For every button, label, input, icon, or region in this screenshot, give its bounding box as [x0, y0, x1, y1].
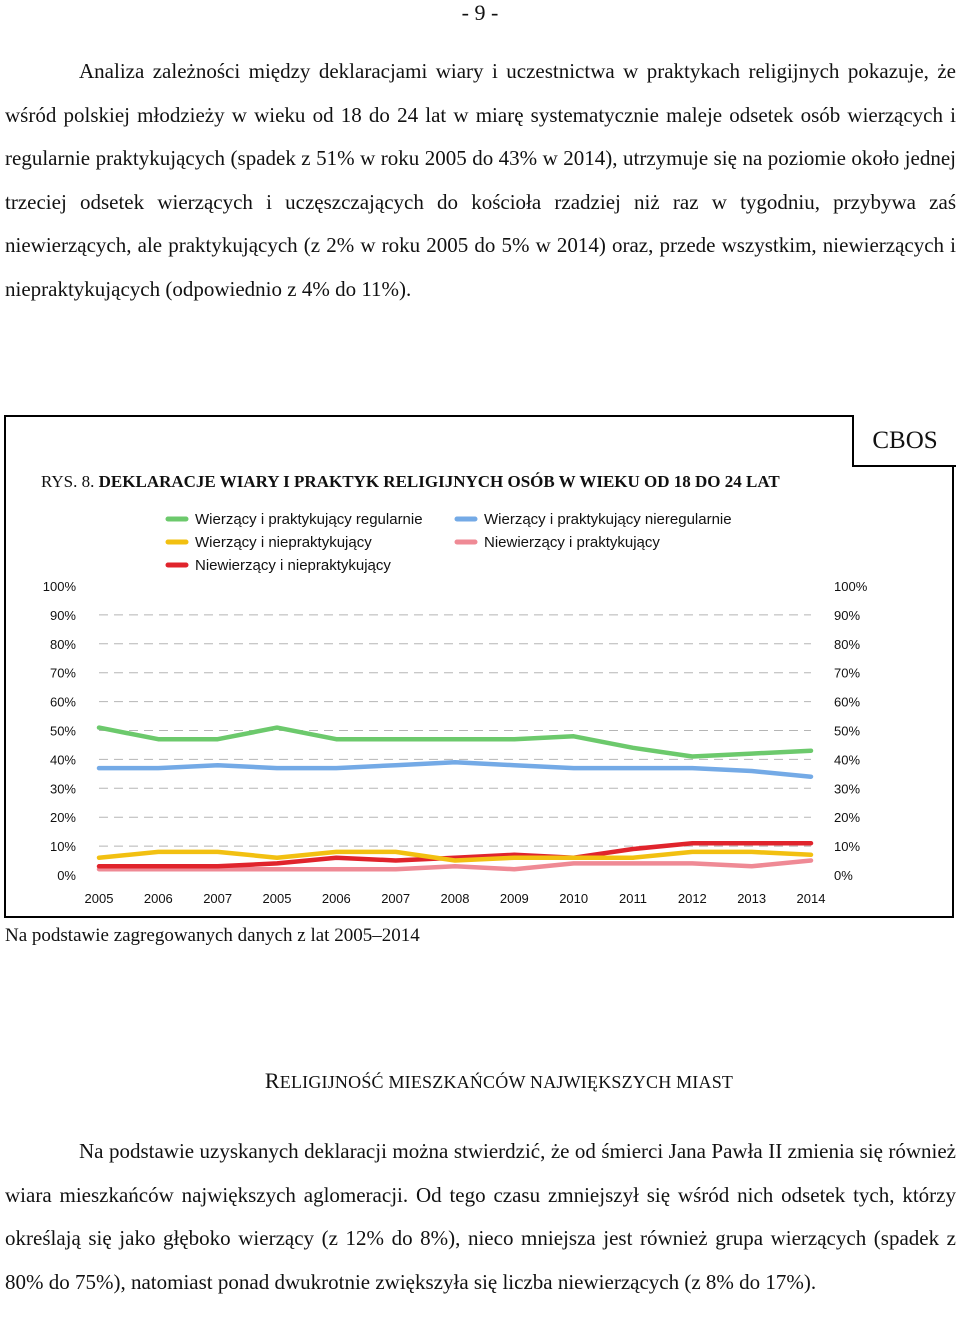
- legend-label: Wierzący i niepraktykujący: [195, 534, 372, 551]
- chart-title-text: DEKLARACJE WIARY I PRAKTYK RELIGIJNYCH OSÓB W WIEKU OD 18 DO 24 LAT: [98, 472, 780, 491]
- y-tick-label-left: 80%: [49, 636, 76, 652]
- paragraph-intro-text: Analiza zależności między deklaracjami wiary i uczestnictwa w praktykach religijnych pokazuje, że wśród polskiej młodzieży w wieku od 18 do 24 lat w miarę systematycznie maleje odsetek osób wierzących i regularnie praktykujących (spadek z 51% w roku 2005 do 43% w 2014), utrzymuje się na poziomie około jednej trzeciej odsetek wierzących i uczęszczających do kościoła rzadziej niż raz w tygodniu, przybywa zaś niewierzących, ale praktykujących (z 2% w roku 2005 do 5% w 2014) oraz, przede wszystkim, niewierzących i niepraktykujących (odpowiednio z 4% do 11%).: [5, 59, 956, 301]
- x-tick-label: 2007: [203, 891, 233, 906]
- section-heading: [0, 1068, 960, 1094]
- chart-source-label: CBOS: [852, 415, 956, 467]
- x-tick-label: 2006: [321, 891, 351, 906]
- legend-label: Wierzący i praktykujący nieregularnie: [484, 511, 732, 528]
- y-tick-label-left: 70%: [49, 665, 76, 681]
- chart-source-note: Na podstawie zagregowanych danych z lat 2005–2014: [5, 925, 420, 946]
- y-tick-label-right: 70%: [834, 665, 861, 681]
- y-tick-label-left: 0%: [57, 868, 76, 883]
- x-tick-label: 2005: [262, 891, 292, 906]
- paragraph-cities-text: Na podstawie uzyskanych deklaracji można stwierdzić, że od śmierci Jana Pawła II zmienia się również wiara mieszkańców największych aglomeracji. Od tego czasu zmniejszył się wśród nich odsetek tych, którzy określają się jako głęboko wierzący (z 12% do 8%), nieco mniejsza jest również grupa wierzących (spadek z 80% do 75%), natomiast ponad dwukrotnie zwiększyła się liczba niewierzących (z 8% do 17%).: [5, 1139, 956, 1294]
- section-heading-initial: R: [264, 1068, 280, 1093]
- page-number: - 9 -: [461, 0, 499, 25]
- y-tick-label-left: 100%: [42, 579, 76, 594]
- legend-label: Wierzący i praktykujący regularnie: [195, 511, 423, 528]
- paragraph-cities: [5, 1130, 956, 1304]
- y-tick-label-left: 20%: [49, 810, 76, 826]
- series-line: [99, 728, 811, 757]
- y-tick-label-right: 100%: [834, 579, 868, 594]
- x-tick-label: 2007: [381, 891, 411, 906]
- chart-title-number: RYS. 8.: [41, 472, 99, 491]
- chart-series: [99, 728, 811, 870]
- x-tick-label: 2010: [559, 891, 589, 906]
- x-tick-label: 2014: [796, 891, 826, 906]
- legend-item: [168, 511, 423, 528]
- x-axis-ticks: [85, 891, 826, 906]
- y-tick-label-left: 60%: [49, 694, 76, 710]
- y-tick-label-right: 0%: [834, 868, 853, 883]
- y-tick-label-right: 60%: [834, 694, 861, 710]
- series-line: [99, 762, 811, 776]
- legend-item: [168, 534, 372, 551]
- y-tick-label-left: 30%: [49, 781, 76, 797]
- y-tick-label-left: 10%: [49, 839, 76, 855]
- x-tick-label: 2011: [619, 891, 647, 906]
- section-heading-rest: ELIGIJNOŚĆ MIESZKAŃCÓW NAJWIĘKSZYCH MIAST: [279, 1072, 734, 1092]
- x-tick-label: 2012: [677, 891, 707, 906]
- y-tick-label-right: 30%: [834, 781, 861, 797]
- y-tick-label-right: 40%: [834, 752, 861, 768]
- chart-gridlines: [99, 615, 811, 846]
- x-tick-label: 2009: [499, 891, 529, 906]
- legend-item: [457, 534, 660, 551]
- y-tick-label-right: 90%: [834, 607, 861, 623]
- x-tick-label: 2006: [143, 891, 173, 906]
- chart-legend: [168, 511, 732, 574]
- y-tick-label-right: 10%: [834, 839, 861, 855]
- y-tick-label-right: 50%: [834, 723, 861, 739]
- y-tick-label-left: 40%: [49, 752, 76, 768]
- x-tick-label: 2008: [440, 891, 470, 906]
- y-tick-label-left: 90%: [49, 607, 76, 623]
- legend-label: Niewierzący i praktykujący: [484, 534, 660, 551]
- y-tick-label-right: 80%: [834, 636, 861, 652]
- legend-item: [457, 511, 732, 528]
- x-tick-label: 2005: [84, 891, 114, 906]
- x-tick-label: 2013: [737, 891, 767, 906]
- y-tick-label-left: 50%: [49, 723, 76, 739]
- y-tick-label-right: 20%: [834, 810, 861, 826]
- legend-label: Niewierzący i niepraktykujący: [195, 557, 391, 574]
- legend-item: [168, 557, 391, 574]
